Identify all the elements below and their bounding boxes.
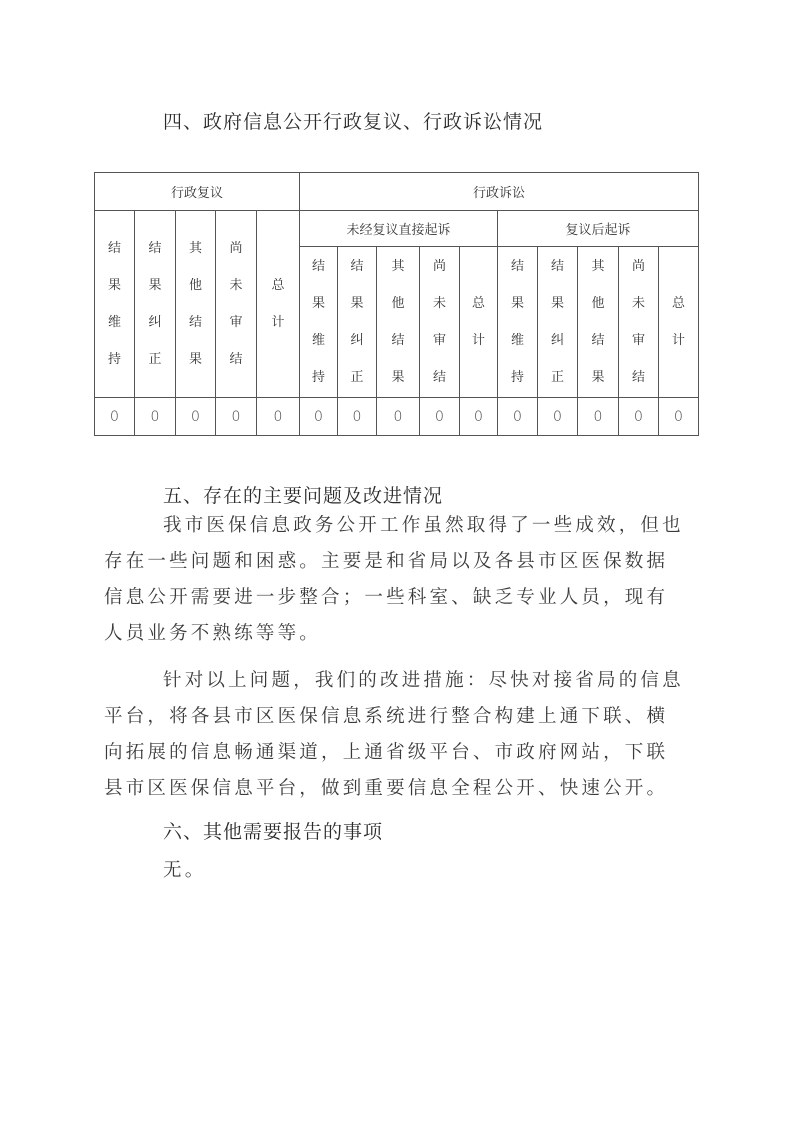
section-5-heading: 五、存在的主要问题及改进情况 — [163, 485, 444, 507]
label-char: 果 — [510, 296, 524, 311]
vertical-label — [433, 248, 446, 396]
label-char: 果 — [311, 296, 325, 311]
label-char: 结 — [148, 241, 162, 256]
direct-column-header — [299, 246, 338, 398]
direct-column-header — [459, 246, 498, 398]
other-matters-body: 无。 — [163, 860, 207, 881]
label-char: 纠 — [350, 333, 364, 348]
paragraph-line: 平台，将各县市区医保信息系统进行整合构建上通下联、横 — [104, 706, 669, 727]
label-char: 正 — [350, 370, 364, 385]
label-char: 果 — [188, 352, 202, 367]
label-char: 未 — [432, 296, 446, 311]
label-char: 尚 — [432, 259, 446, 274]
label-char: 结 — [432, 370, 446, 385]
label-char: 纠 — [148, 315, 162, 330]
value-cell: 0 — [577, 397, 619, 436]
label-char: 未 — [229, 278, 243, 293]
review-column-header — [256, 210, 300, 398]
label-char: 果 — [350, 296, 364, 311]
label-char: 计 — [671, 333, 685, 348]
vertical-label — [511, 248, 524, 396]
direct-column-header — [419, 246, 460, 398]
label-char: 他 — [591, 296, 605, 311]
vertical-label — [632, 248, 645, 396]
review-header: 行政复议 — [94, 172, 300, 211]
value-cell: 0 — [175, 397, 216, 436]
label-char: 果 — [391, 370, 405, 385]
label-char: 结 — [550, 259, 564, 274]
label-char: 结 — [311, 259, 325, 274]
label-char: 其 — [591, 259, 605, 274]
label-char: 维 — [107, 315, 121, 330]
vertical-label — [108, 230, 121, 378]
vertical-label — [189, 230, 202, 378]
label-char: 结 — [510, 259, 524, 274]
vertical-label — [672, 285, 685, 359]
paragraph-line: 人员业务不熟练等等。 — [104, 623, 322, 644]
label-char: 审 — [631, 333, 645, 348]
vertical-label — [551, 248, 564, 396]
value-cell: 0 — [256, 397, 300, 436]
after-review-header: 复议后起诉 — [497, 210, 699, 247]
label-char: 结 — [591, 333, 605, 348]
value-cell: 0 — [459, 397, 498, 436]
label-char: 计 — [471, 333, 485, 348]
label-char: 果 — [591, 370, 605, 385]
label-char: 结 — [188, 315, 202, 330]
review-column-header — [215, 210, 257, 398]
label-char: 结 — [229, 352, 243, 367]
problems-paragraph — [104, 508, 684, 652]
label-char: 持 — [107, 352, 121, 367]
value-cell: 0 — [376, 397, 420, 436]
after-review-column-header — [658, 246, 699, 398]
after-review-column-header — [497, 246, 538, 398]
after-review-column-header — [618, 246, 659, 398]
section-6-heading: 六、其他需要报告的事项 — [163, 821, 384, 843]
label-char: 结 — [350, 259, 364, 274]
value-cell: 0 — [497, 397, 538, 436]
paragraph-line: 存在一些问题和困惑。主要是和省局以及各县市区医保数据 — [104, 551, 669, 572]
value-cell: 0 — [94, 397, 135, 436]
label-char: 未 — [631, 296, 645, 311]
label-char: 尚 — [229, 241, 243, 256]
label-char: 维 — [311, 333, 325, 348]
review-column-header — [175, 210, 216, 398]
label-char: 总 — [671, 296, 685, 311]
label-char: 正 — [148, 352, 162, 367]
label-char: 审 — [432, 333, 446, 348]
after-review-column-header — [537, 246, 578, 398]
label-char: 持 — [311, 370, 325, 385]
direct-column-header — [337, 246, 377, 398]
value-cell: 0 — [658, 397, 699, 436]
vertical-label — [312, 248, 325, 396]
label-char: 维 — [510, 333, 524, 348]
vertical-label — [391, 248, 404, 396]
paragraph-line: 向拓展的信息畅通渠道，上通省级平台、市政府网站，下联 — [104, 742, 669, 763]
label-char: 纠 — [550, 333, 564, 348]
label-char: 果 — [148, 278, 162, 293]
label-char: 果 — [550, 296, 564, 311]
value-cell: 0 — [299, 397, 338, 436]
vertical-label — [350, 248, 363, 396]
value-cell: 0 — [419, 397, 460, 436]
label-char: 结 — [107, 241, 121, 256]
label-char: 果 — [107, 278, 121, 293]
after-review-column-header — [577, 246, 619, 398]
direct-suit-header: 未经复议直接起诉 — [299, 210, 498, 247]
vertical-label — [229, 230, 242, 378]
review-litigation-table — [94, 172, 698, 435]
litigation-header: 行政诉讼 — [299, 172, 699, 211]
vertical-label — [472, 285, 485, 359]
label-char: 正 — [550, 370, 564, 385]
value-cell: 0 — [537, 397, 578, 436]
vertical-label — [271, 267, 284, 341]
review-column-header — [94, 210, 135, 398]
label-char: 审 — [229, 315, 243, 330]
label-char: 尚 — [631, 259, 645, 274]
value-cell: 0 — [337, 397, 377, 436]
value-cell: 0 — [134, 397, 176, 436]
label-char: 他 — [391, 296, 405, 311]
label-char: 总 — [271, 278, 285, 293]
value-cell: 0 — [215, 397, 257, 436]
paragraph-line: 针对以上问题，我们的改进措施：尽快对接省局的信息 — [163, 670, 684, 691]
paragraph-line: 县市区医保信息平台，做到重要信息全程公开、快速公开。 — [104, 778, 669, 799]
review-column-header — [134, 210, 176, 398]
label-char: 他 — [188, 278, 202, 293]
label-char: 结 — [631, 370, 645, 385]
label-char: 总 — [471, 296, 485, 311]
direct-column-header — [376, 246, 420, 398]
label-char: 其 — [391, 259, 405, 274]
label-char: 计 — [271, 315, 285, 330]
paragraph-line: 我市医保信息政务公开工作虽然取得了一些成效，但也 — [163, 515, 684, 536]
vertical-label — [148, 230, 161, 378]
section-4-heading: 四、政府信息公开行政复议、行政诉讼情况 — [163, 111, 544, 133]
label-char: 其 — [188, 241, 202, 256]
label-char: 持 — [510, 370, 524, 385]
improvements-paragraph — [104, 663, 684, 807]
paragraph-line: 信息公开需要进一步整合；一些科室、缺乏专业人员，现有 — [104, 587, 669, 608]
vertical-label — [591, 248, 604, 396]
label-char: 结 — [391, 333, 405, 348]
value-cell: 0 — [618, 397, 659, 436]
